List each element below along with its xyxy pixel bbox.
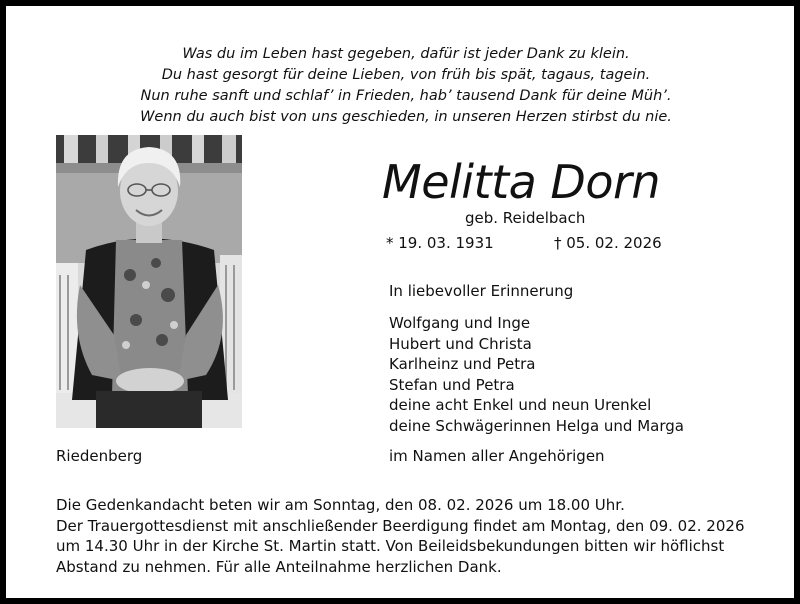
maiden-name: geb. Reidelbach	[465, 209, 586, 227]
place-name: Riedenberg	[56, 447, 143, 465]
behalf-line: im Namen aller Angehörigen	[389, 447, 605, 465]
mourner-entry: Wolfgang und Inge	[389, 314, 531, 332]
mourner-entry: Stefan und Petra	[389, 375, 515, 394]
mourner-entry: Karlheinz und Petra	[389, 355, 536, 373]
birth-date: * 19. 03. 1931	[386, 234, 494, 252]
mourners-list	[389, 313, 684, 436]
poem-line: Du hast gesorgt für deine Lieben, von früh bis spät, tagaus, tagein.	[161, 67, 651, 83]
memorial-poem	[6, 44, 800, 128]
memory-line: In liebevoller Erinnerung	[389, 282, 574, 300]
notice-line: Die Gedenkandacht beten wir am Sonntag, den 08. 02. 2026 um 18.00 Uhr.	[56, 496, 625, 514]
notice-line: Der Trauergottesdienst mit anschließender Beerdigung findet am Montag, den 09. 02. 2026	[56, 516, 745, 535]
mourner-entry: deine Schwägerinnen Helga und Marga	[389, 416, 684, 435]
death-date: † 05. 02. 2026	[554, 234, 662, 252]
portrait-image	[56, 135, 242, 428]
notice-line: Abstand zu nehmen. Für alle Anteilnahme herzlichen Dank.	[56, 557, 502, 576]
poem-line: Was du im Leben hast gegeben, dafür ist jeder Dank zu klein.	[182, 46, 630, 62]
deceased-name: Melitta Dorn	[382, 155, 661, 209]
notice-line: um 14.30 Uhr in der Kirche St. Martin statt. Von Beileidsbekundungen bitten wir höflichst	[56, 537, 725, 555]
mourner-entry: Hubert und Christa	[389, 334, 532, 353]
portrait-photo	[56, 135, 242, 428]
poem-line: Nun ruhe sanft und schlaf’ in Frieden, hab’ tausend Dank für deine Müh’.	[140, 88, 672, 104]
funeral-notice	[56, 495, 744, 577]
mourner-entry: deine acht Enkel und neun Urenkel	[389, 396, 652, 414]
poem-line: Wenn du auch bist von uns geschieden, in unseren Herzen stirbst du nie.	[140, 109, 672, 125]
